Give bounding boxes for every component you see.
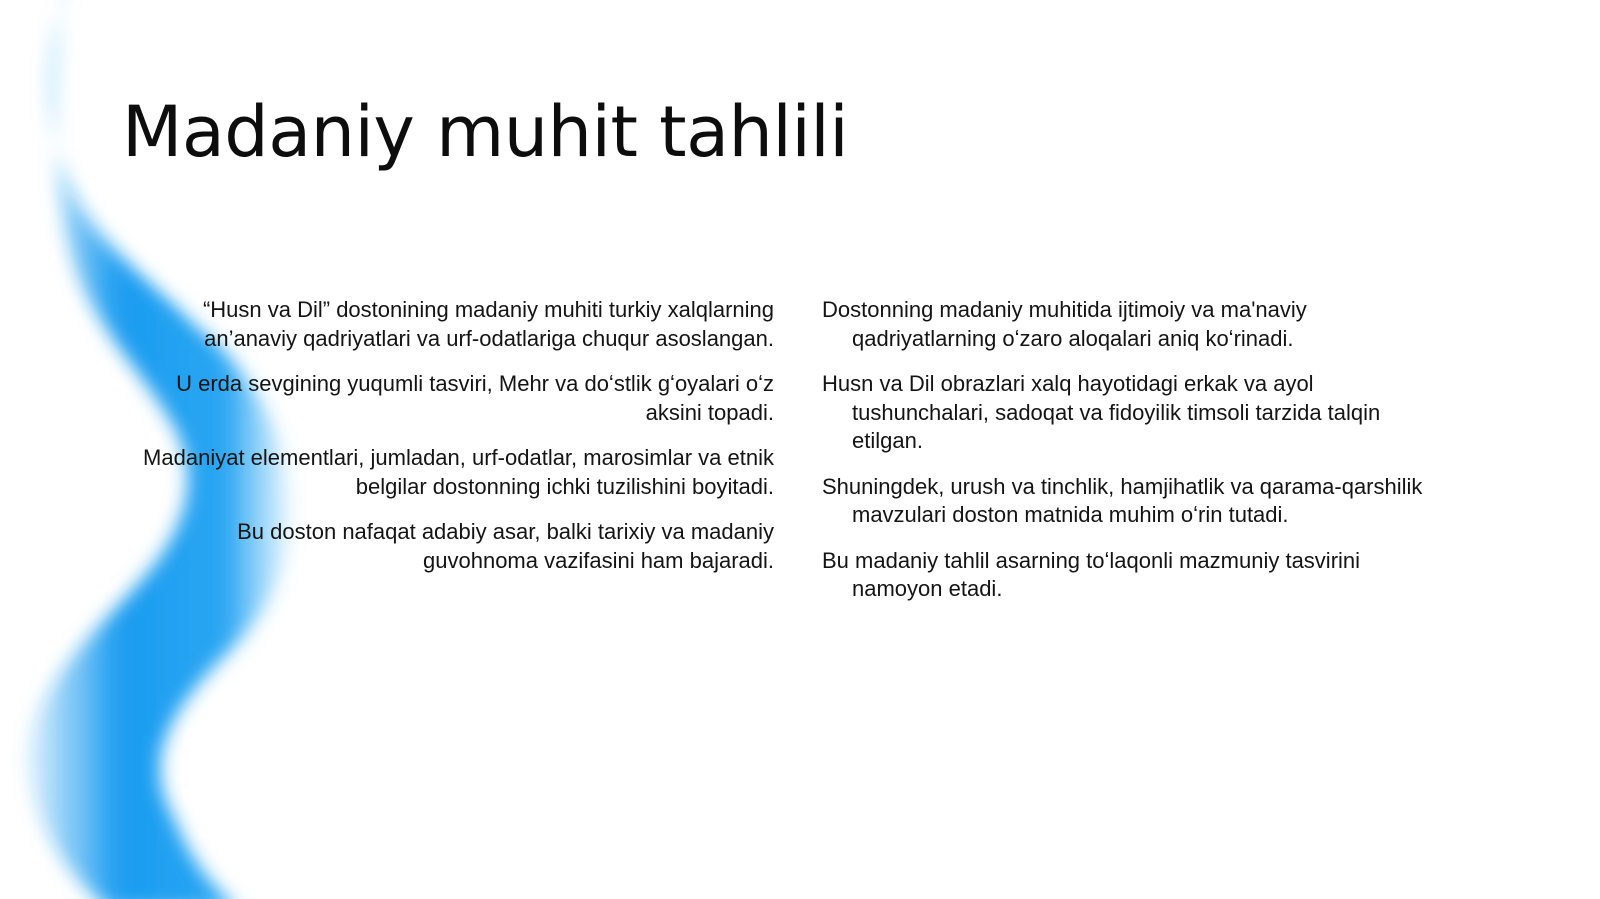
right-text-column bbox=[822, 296, 1452, 621]
right-paragraph: Bu madaniy tahlil asarning toʻlaqonli mazmuniy tasvirini namoyon etadi. bbox=[822, 547, 1361, 601]
left-paragraph: Madaniyat elementlari, jumladan, urf-odatlar, marosimlar va etnik belgilar dostonning ichki tuzilishini boyitadi. bbox=[143, 445, 774, 499]
left-paragraph: “Husn va Dil” dostonining madaniy muhiti turkiy xalqlarning an’anaviy qadriyatlari va urf-odatlariga chuqur asoslangan. bbox=[202, 297, 774, 351]
slide-title: Madaniy muhit tahlili bbox=[122, 91, 849, 173]
left-paragraph: Bu doston nafaqat adabiy asar, balki tarixiy va madaniy guvohnoma vazifasini ham bajaradi. bbox=[237, 519, 774, 573]
right-paragraph: Shuningdek, urush va tinchlik, hamjihatlik va qarama-qarshilik mavzulari doston matnida muhim oʻrin tutadi. bbox=[822, 473, 1423, 527]
right-paragraph: Husn va Dil obrazlari xalq hayotidagi erkak va ayol tushunchalari, sadoqat va fidoyilik timsoli tarzida talqin etilgan. bbox=[822, 371, 1381, 453]
left-paragraph: U erda sevgining yuqumli tasviri, Mehr va doʻstlik gʻoyalari oʻz aksini topadi. bbox=[176, 371, 774, 425]
left-text-column bbox=[120, 296, 774, 592]
right-paragraph: Dostonning madaniy muhitida ijtimoiy va ma'naviy qadriyatlarning oʻzaro aloqalari aniq koʻrinadi. bbox=[822, 297, 1307, 351]
